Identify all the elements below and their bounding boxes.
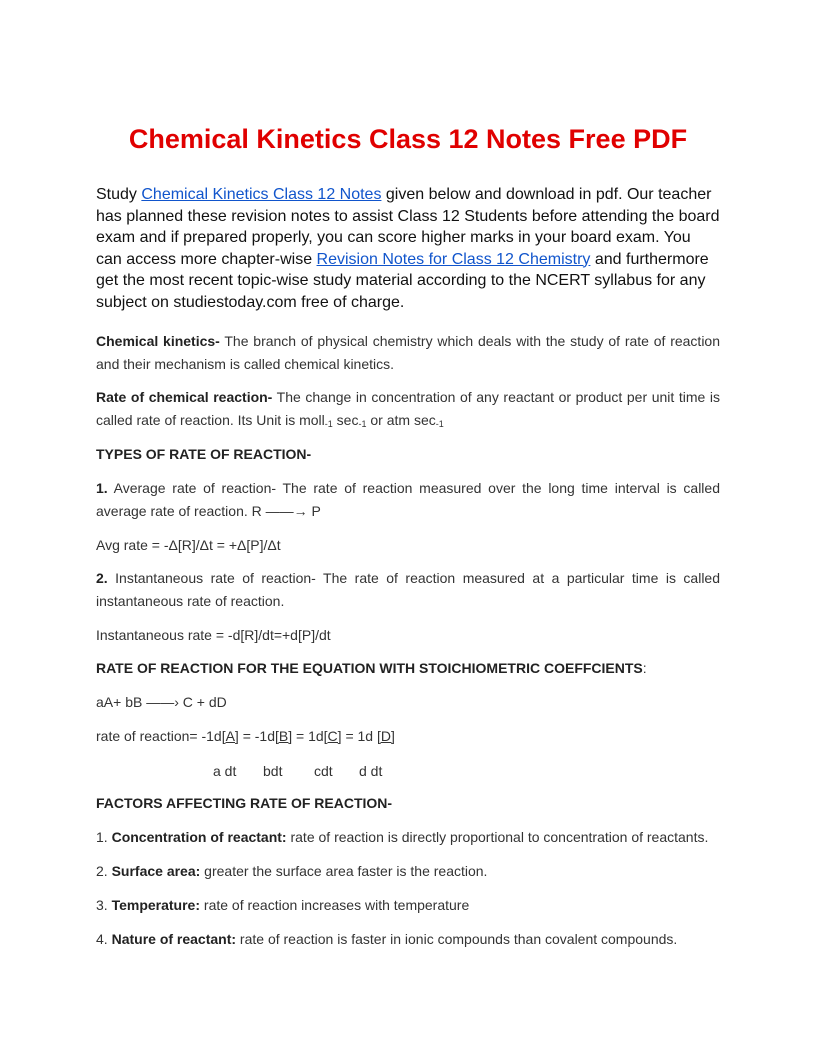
denominator: bdt [263,763,283,779]
factor-item: 3. Temperature: rate of reaction increases with temperature [96,897,470,913]
denominator: a dt [213,763,237,779]
chemical-kinetics-notes-link[interactable]: Chemical Kinetics Class 12 Notes [141,186,382,203]
denominator: d dt [359,763,383,779]
factor-item: 4. Nature of reactant: rate of reaction is faster in ionic compounds than covalent compounds. [96,931,678,947]
instantaneous-rate-formula: Instantaneous rate = -d[R]/dt=+d[P]/dt [96,627,331,643]
denominator: cdt [314,763,333,779]
rate-definition: Rate of chemical reaction- The change in concentration of any reactant or product per unit time is called rate of reaction. Its Unit is moll$_{-1}$ $\sec_{-1}$ or atm $\sec_{-1}$ [96,389,720,429]
factor-item: 1. Concentration of reactant: rate of reaction is directly proportional to concentration of reactants. [96,829,709,845]
reaction-equation: aA+ bB ——› C + dD [96,694,227,710]
rate-equation: rate of reaction= -1d[A] = -1d[B] = 1d[C] = 1d [D] [96,728,395,744]
factors-heading: FACTORS AFFECTING RATE OF REACTION- [96,795,393,811]
intro-paragraph: Study Chemical Kinetics Class 12 Notes given below and download in pdf. Our teacher has planned these revision notes to assist Class 12 Students before attending the board exam and if prepared properly, you can score higher marks in your board exam. You can access more chapter-wise Revision Notes for Class 12 Chemistry and furthermore get the most recent topic-wise study material according to the NCERT syllabus for any subject on studiestoday.com free of charge. [96,186,720,311]
kinetics-definition: Chemical kinetics- The branch of physical chemistry which deals with the study of rate of reaction and their mechanism is called chemical kinetics. [96,333,721,372]
revision-notes-chemistry-link[interactable]: Revision Notes for Class 12 Chemistry [316,250,591,268]
stoichiometric-heading: RATE OF REACTION FOR THE EQUATION WITH STOICHIOMETRIC COEFFCIENTS: [96,660,647,676]
types-heading: TYPES OF RATE OF REACTION- [96,446,312,462]
average-rate-item: 1. Average rate of reaction- The rate of reaction measured over the long time interval is called average rate of reaction. R ——→ P [96,480,720,519]
kinetics-term: Chemical kinetics- [96,333,220,349]
rate-term: Rate of chemical reaction- [96,389,273,405]
average-rate-formula: Avg rate = -Δ[R]/Δt = +Δ[P]/Δt [96,537,281,553]
factor-item: 2. Surface area: greater the surface area faster is the reaction. [96,863,488,879]
instantaneous-rate-item: 2. Instantaneous rate of reaction- The rate of reaction measured at a particular time is called instantaneous rate of reaction. [96,570,720,609]
page-title: Chemical Kinetics Class 12 Notes Free PDF [128,124,688,154]
